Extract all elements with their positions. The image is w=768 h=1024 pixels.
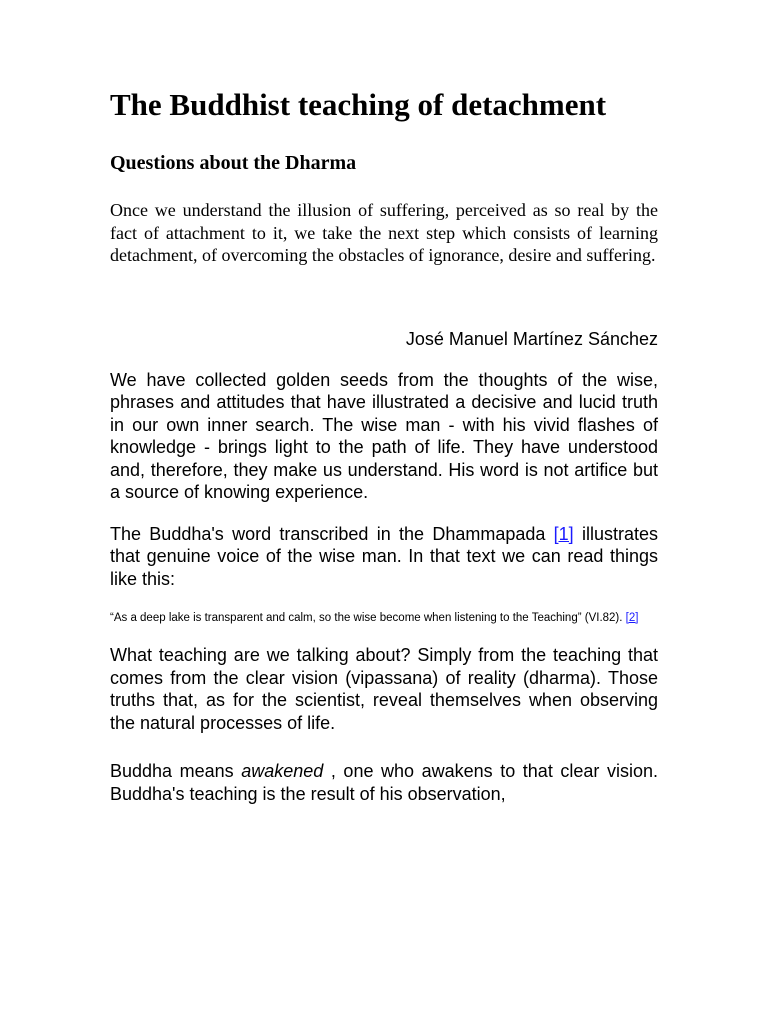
quote-text: “As a deep lake is transparent and calm, so the wise become when listening to the Teaching” (VI.82).: [110, 612, 626, 624]
body-paragraph-3: What teaching are we talking about? Simply from the teaching that comes from the clear vision (vipassana) of reality (dharma). Those truths that, as for the scientist, reveal themselves when observing the natural processes of life.: [110, 645, 658, 733]
footnote-link-2[interactable]: [2]: [625, 612, 639, 624]
paragraph-2-text-end: illustrates that genuine voice of the wise man. In that text we can read things like this:: [110, 523, 658, 589]
intro-paragraph: Once we understand the illusion of suffering, perceived as so real by the fact of attachment to it, we take the next step which consists of learning detachment, of overcoming the obstacles of ignorance, desire and suffering.: [110, 200, 658, 265]
footnote-link-1[interactable]: [1]: [553, 523, 574, 544]
paragraph-4-text-start: Buddha means: [110, 761, 242, 781]
dhammapada-quote: [110, 611, 658, 625]
body-paragraph-2: [110, 523, 658, 591]
document-subtitle: Questions about the Dharma: [110, 152, 357, 174]
document-page: [110, 86, 658, 805]
body-paragraph-1: We have collected golden seeds from the thoughts of the wise, phrases and attitudes that have illustrated a decisive and lucid truth in our own inner search. The wise man - with his vivid flashes of knowledge - brings light to the path of life. They have understood and, therefore, they make us understand. His word is not artifice but a source of knowing experience.: [110, 369, 658, 502]
paragraph-4-text-end: , one who awakens to that clear vision. Buddha's teaching is the result of his observation,: [110, 761, 658, 804]
author-name: José Manuel Martínez Sánchez: [405, 328, 658, 349]
body-paragraph-4: [110, 760, 658, 805]
paragraph-2-text-start: The Buddha's word transcribed in the Dhammapada: [110, 523, 554, 544]
awakened-emphasis: awakened: [241, 761, 324, 781]
document-title: The Buddhist teaching of detachment: [110, 87, 607, 122]
